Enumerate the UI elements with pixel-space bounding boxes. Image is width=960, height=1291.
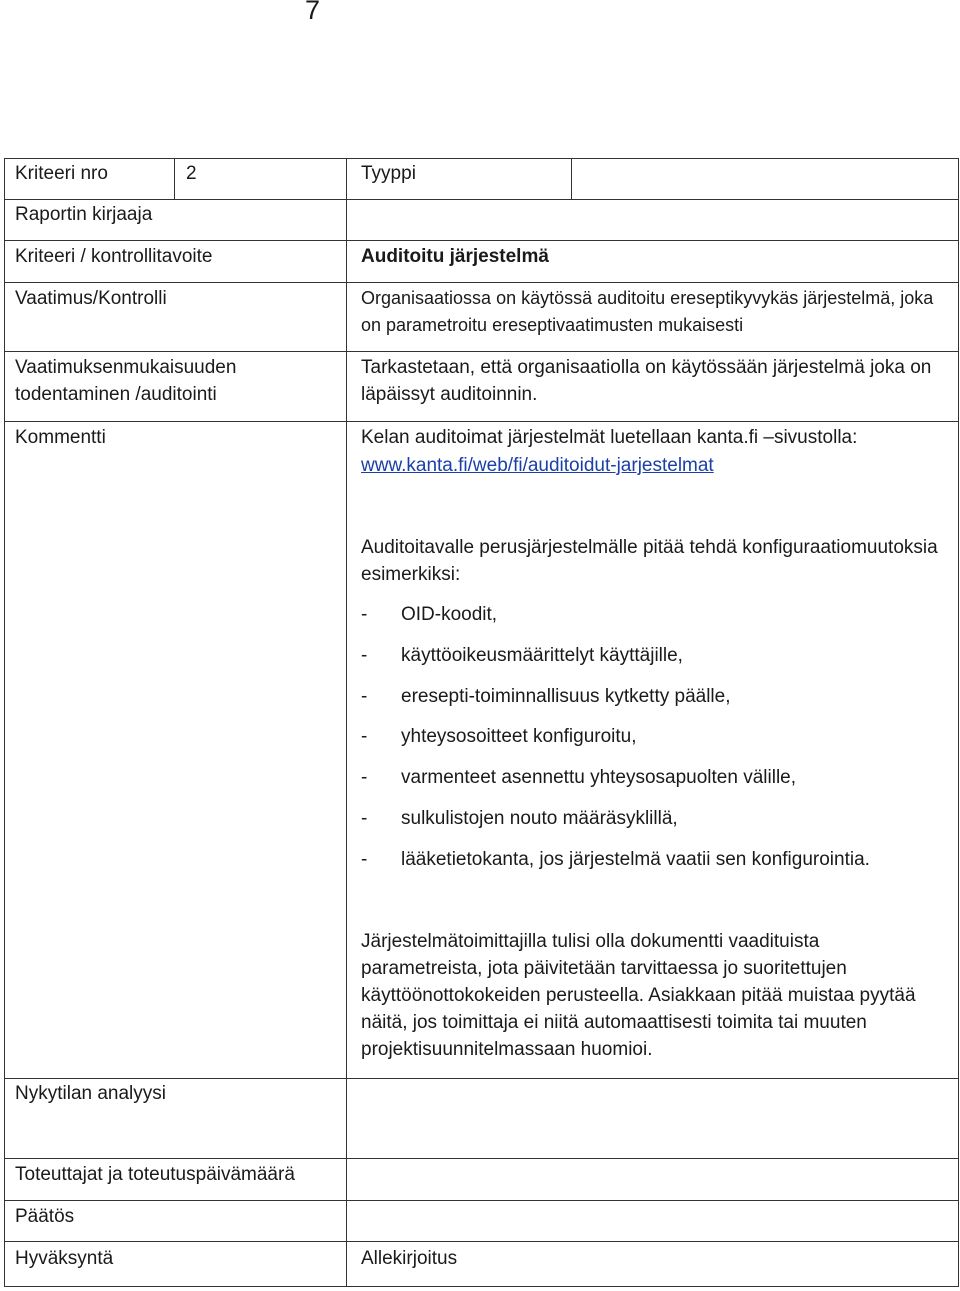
list-dash: - — [361, 644, 368, 666]
list-item-text: lääketietokanta, jos järjestelmä vaatii sen konfigurointia. — [401, 848, 870, 870]
row-divider — [4, 240, 959, 241]
row-divider — [4, 1078, 959, 1079]
list-dash: - — [361, 604, 368, 625]
list-item-text: käyttöoikeusmäärittelyt käyttäjille, — [401, 644, 683, 666]
list-dash: - — [361, 807, 368, 829]
raportin-kirjaaja-label: Raportin kirjaaja — [15, 204, 153, 225]
list-item-text: eresepti-toiminnallisuus kytketty päälle, — [401, 685, 731, 707]
vaatimus-value: Organisaatiossa on käytössä auditoitu ereseptikyvykäs järjestelmä, joka on parametroitu ereseptivaatimusten mukaisesti — [361, 288, 934, 335]
kommentti-text: Kelan auditoimat järjestelmät luetellaan kanta.fi –sivustolla: — [361, 427, 858, 448]
kriteeri-nro-value: 2 — [186, 163, 197, 184]
kommentti-intro: Auditoitavalle perusjärjestelmälle pitää tehdä konfiguraatiomuutoksia esimerkiksi: — [361, 537, 938, 585]
list-item-text: sulkulistojen nouto määräsyklillä, — [401, 807, 678, 829]
list-item-text: OID-koodit, — [401, 604, 498, 625]
row-divider — [4, 421, 959, 422]
hyvaksynta-label: Hyväksyntä — [15, 1248, 114, 1269]
table-border-top — [4, 158, 959, 159]
tyyppi-label: Tyyppi — [361, 163, 416, 184]
row-divider — [4, 1200, 959, 1201]
list-dash: - — [361, 767, 368, 789]
kriteeri-value: Auditoitu järjestelmä — [361, 246, 549, 267]
row-divider — [4, 282, 959, 283]
table-border-bottom — [4, 1286, 959, 1287]
paatos-label: Päätös — [15, 1206, 75, 1227]
row-divider — [4, 1158, 959, 1159]
kriteeri-nro-label: Kriteeri nro — [15, 163, 108, 184]
toteuttajat-label: Toteuttajat ja toteutuspäivämäärä — [15, 1164, 295, 1185]
row-divider — [4, 1241, 959, 1242]
kommentti-note: Järjestelmätoimittajilla tulisi olla dokumentti vaadituista parametreista, jota päivitetään tarvittaessa jo suoritettujen käyttöönottokokeiden perusteella. Asiakkaan pitää muistaa pyytää näitä, jos toimittaja ei niitä automaattisesti toimita tai muuten projektisuunnitelmassaan huomioi. — [361, 931, 916, 1060]
list-dash: - — [361, 685, 368, 707]
row-divider — [4, 199, 959, 200]
page-number: 7 — [305, 0, 321, 25]
allekirjoitus-label: Allekirjoitus — [361, 1248, 458, 1269]
kriteeri-label: Kriteeri / kontrollitavoite — [15, 246, 213, 267]
list-dash: - — [361, 726, 368, 748]
nykytilan-analyysi-label: Nykytilan analyysi — [15, 1083, 166, 1104]
column-divider — [346, 158, 347, 1287]
list-dash: - — [361, 848, 368, 870]
todentaminen-value: Tarkastetaan, että organisaatiolla on käytössään järjestelmä joka on läpäissyt auditoinnin. — [361, 357, 932, 405]
column-divider — [174, 158, 175, 199]
list-item-text: yhteysosoitteet konfiguroitu, — [401, 726, 637, 748]
vaatimus-label: Vaatimus/Kontrolli — [15, 288, 167, 309]
row-divider — [4, 351, 959, 352]
column-divider — [571, 158, 572, 199]
kommentti-label: Kommentti — [15, 427, 106, 448]
kanta-link[interactable]: www.kanta.fi/web/fi/auditoidut-jarjestelmat — [361, 455, 714, 476]
table-border-left — [4, 158, 5, 1287]
list-item-text: varmenteet asennettu yhteysosapuolten välille, — [401, 767, 797, 789]
table-border-right — [958, 158, 959, 1287]
todentaminen-label: Vaatimuksenmukaisuuden todentaminen /auditointi — [15, 357, 237, 405]
